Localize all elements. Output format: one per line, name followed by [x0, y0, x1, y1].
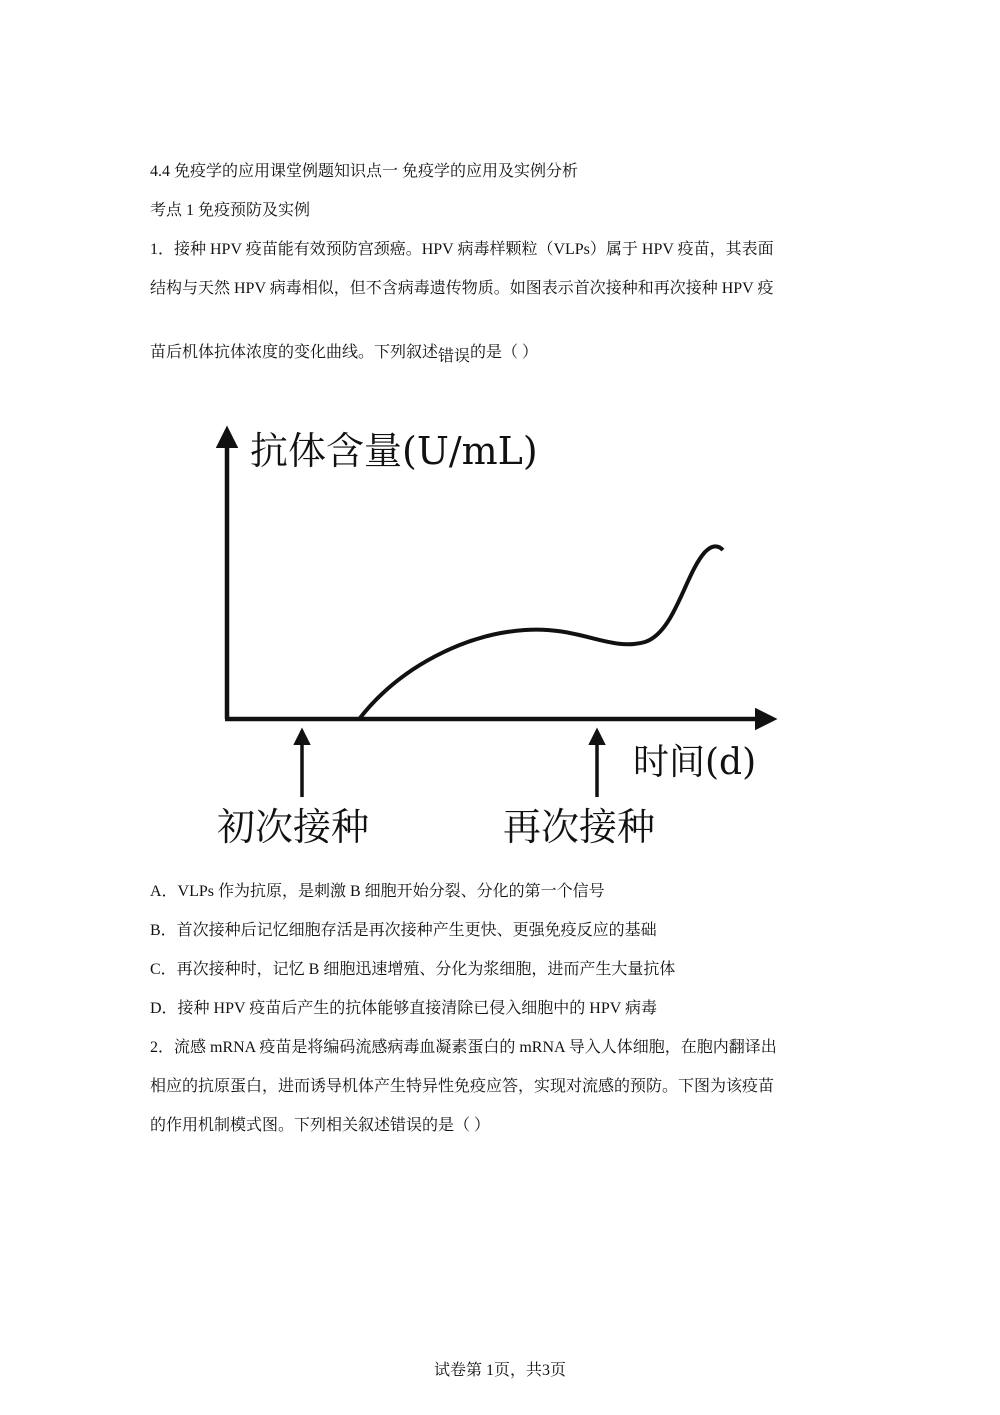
first-dose-label: 初次接种 — [217, 805, 370, 849]
x-axis-label: 时间(d) — [633, 742, 757, 783]
q2-stem-line-3: 的作用机制模式图。下列相关叙述错误的是（ ） — [150, 1117, 491, 1134]
q1-option-b: B．首次接种后记忆细胞存活是再次接种产生更快、更强免疫反应的基础 — [150, 922, 657, 939]
q1-stem-line-1: 1．接种 HPV 疫苗能有效预防宫颈癌。HPV 病毒样颗粒（VLPs）属于 HPV 疫苗，其表面 — [150, 241, 774, 258]
q1-stem-end: 的是（ ） — [470, 344, 539, 361]
q1-option-d: D．接种 HPV 疫苗后产生的抗体能够直接清除已侵入细胞中的 HPV 病毒 — [150, 1000, 657, 1017]
antibody-figure — [205, 402, 795, 862]
q2-stem-line-2: 相应的抗原蛋白，进而诱导机体产生特异性免疫应答，实现对流感的预防。下图为该疫苗 — [150, 1078, 775, 1095]
q1-stem-line-2: 结构与天然 HPV 病毒相似，但不含病毒遗传物质。如图表示首次接种和再次接种 HPV 疫 — [150, 280, 774, 297]
q1-stem-line-3 — [150, 343, 538, 363]
antibody-curve — [360, 546, 723, 718]
q1-option-a: A．VLPs 作为抗原，是刺激 B 细胞开始分裂、分化的第一个信号 — [150, 883, 605, 900]
page-footer: 试卷第 1页，共3页 — [433, 1362, 566, 1379]
q1-option-c: C．再次接种时，记忆 B 细胞迅速增殖、分化为浆细胞，进而产生大量抗体 — [150, 961, 676, 978]
q1-stem-text: 苗后机体抗体浓度的变化曲线。下列叙述 — [150, 344, 439, 361]
section-title: 考点 1 免疫预防及实例 — [150, 202, 311, 219]
doc-heading: 4.4 免疫学的应用课堂例题知识点一 免疫学的应用及实例分析 — [150, 163, 579, 180]
q2-stem-line-1: 2．流感 mRNA 疫苗是将编码流感病毒血凝素蛋白的 mRNA 导入人体细胞，在胞内翻译出 — [150, 1039, 777, 1056]
q1-emphasis-wrong: 错误 — [438, 348, 471, 365]
second-dose-label: 再次接种 — [503, 805, 656, 849]
y-axis-label: 抗体含量(U/mL) — [250, 429, 538, 473]
